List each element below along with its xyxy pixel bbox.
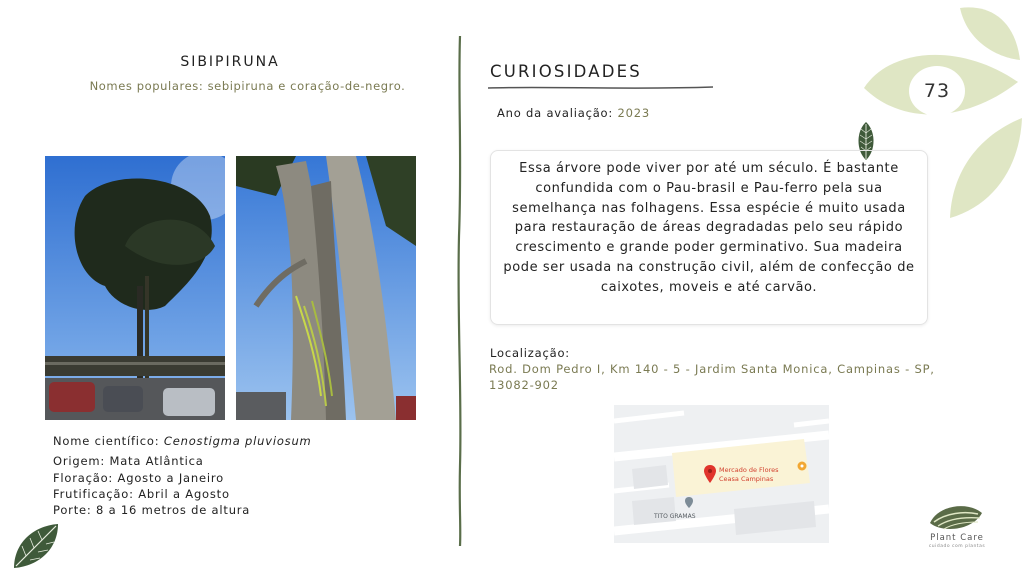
flowering: Floração: Agosto a Janeiro xyxy=(53,471,224,485)
location-map[interactable] xyxy=(614,405,829,543)
map-pin-label: Mercado de Flores xyxy=(719,466,779,474)
plant-care-logo xyxy=(928,503,984,533)
page-number: 73 xyxy=(909,66,965,116)
leaf-icon xyxy=(10,522,62,570)
curiosities-title: CURIOSIDADES xyxy=(490,62,642,81)
map-poi-label: TITO GRAMAS xyxy=(654,513,696,520)
title-underline xyxy=(488,84,713,92)
vertical-divider xyxy=(454,36,466,546)
scientific-name-value: Cenostigma pluviosum xyxy=(163,434,312,448)
tree-size: Porte: 8 a 16 metros de altura xyxy=(53,503,251,517)
tree-photo-trunk xyxy=(236,156,416,420)
species-title: SIBIPIRUNA xyxy=(180,54,280,70)
popular-names: Nomes populares: sebipiruna e coração-de-negro. xyxy=(89,79,406,93)
location-label: Localização: xyxy=(490,346,570,360)
fruiting: Frutificação: Abril a Agosto xyxy=(53,487,230,501)
scientific-name: Nome científico: Cenostigma pluviosum xyxy=(53,434,312,448)
tree-photo-canopy xyxy=(45,156,225,420)
brand-tagline: cuidado com plantas xyxy=(928,544,986,549)
brand-name: Plant Care xyxy=(930,533,984,543)
location-address: Rod. Dom Pedro I, Km 140 - 5 - Jardim Santa Monica, Campinas - SP, 13082-902 xyxy=(489,362,935,392)
curiosities-text: Essa árvore pode viver por até um século. É bastante confundida com o Pau-brasil e Pau-ferro pela sua semelhança nas folhagens. Essa espécie é muito usada para restauração de áreas degradadas pelo seu rápido crescimento e grande poder germinativo. Sua madeira pode ser usada na construção civil, além de confecção de caixotes, moveis e até carvão. xyxy=(490,150,928,325)
origin: Origem: Mata Atlântica xyxy=(53,454,204,468)
evaluation-year-value: 2023 xyxy=(617,106,651,120)
evaluation-year: Ano da avaliação: 2023 xyxy=(497,106,651,120)
map-pin-sublabel: Ceasa Campinas xyxy=(719,475,774,483)
